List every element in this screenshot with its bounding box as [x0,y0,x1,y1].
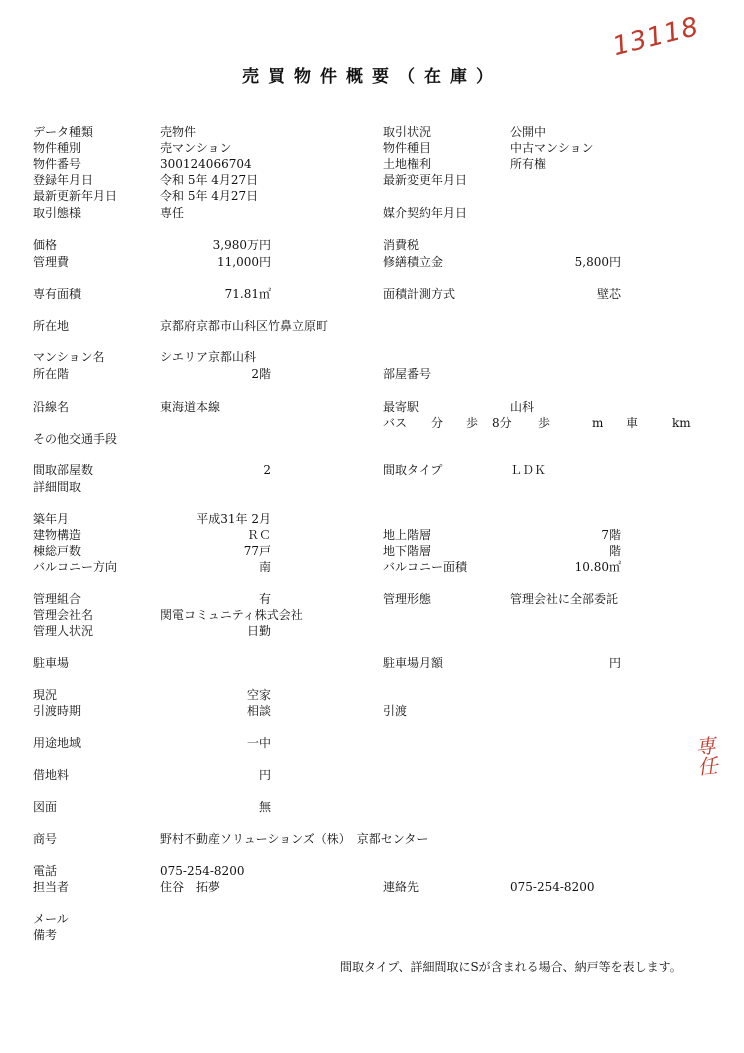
field-value: 公開中 [510,125,547,139]
field-label: バルコニー方向 [33,560,118,574]
walk-label: 歩 [466,416,479,430]
field-label: 面積計測方式 [383,287,456,301]
field-label: 所在地 [33,319,70,333]
field-value: 山科 [510,400,535,414]
field-value: 一中 [246,736,271,750]
field-label: 物件種目 [383,141,432,155]
field-label: 物件種別 [33,141,82,155]
field-value: 3,980万円 [212,238,271,252]
field-label: 図面 [33,800,58,814]
field-value: 2階 [251,367,271,381]
handwritten-exclusive-mark: 専任 [690,734,720,778]
field-value: 野村不動産ソリューションズ（株） 京都センター [160,832,429,846]
field-label: 沿線名 [33,400,70,414]
field-label: 登録年月日 [33,173,94,187]
field-label: 建物構造 [33,528,82,542]
field-value: ＲＣ [246,528,271,542]
field-value: 空家 [246,688,271,702]
field-label: 管理組合 [33,592,82,606]
field-value: 売マンション [160,141,232,155]
field-label: 商号 [33,832,58,846]
field-value: 有 [258,592,271,606]
field-value: 関電コミュニティ株式会社 [160,608,303,622]
field-label: 最新変更年月日 [383,173,468,187]
field-label: 物件番号 [33,157,82,171]
footnote: 間取タイプ、詳細間取にSが含まれる場合、納戸等を表します。 [340,960,682,974]
field-value: 令和 5年 4月27日 [160,189,259,203]
field-value: 日勤 [246,624,271,638]
field-label: 修繕積立金 [383,255,444,269]
walk-label-2: 歩 [538,416,551,430]
field-label: 地下階層 [383,544,432,558]
field-value: 10.80㎡ [574,560,621,574]
field-label: 最寄駅 [383,400,420,414]
field-value: 管理会社に全部委託 [510,592,619,606]
field-value: 階 [608,544,621,558]
field-label: 駐車場 [33,656,70,670]
field-value: 円 [608,656,621,670]
field-label: 土地権利 [383,157,432,171]
field-label: その他交通手段 [33,432,118,446]
field-value: 075-254-8200 [160,864,245,878]
field-label: 地上階層 [383,528,432,542]
page-title: 売買物件概要（在庫） [242,67,502,87]
field-label: 間取タイプ [383,463,443,477]
field-label: 駐車場月額 [383,656,444,670]
field-value: 300124066704 [160,157,252,171]
field-value: 専任 [160,206,185,220]
field-value: 71.81㎡ [224,287,271,301]
walk-minutes: 8分 [492,416,512,430]
field-label: メール [33,912,69,926]
field-label: 価格 [33,238,58,252]
field-label: 間取部屋数 [33,463,94,477]
field-label: 媒介契約年月日 [383,206,468,220]
field-value: 5,800円 [574,255,621,269]
field-label: 引渡 [383,704,408,718]
field-label: 詳細間取 [33,480,82,494]
field-label: 専有面積 [33,287,82,301]
field-value: シエリア京都山科 [160,350,257,364]
field-label: 担当者 [33,880,70,894]
field-label: 連絡先 [383,880,420,894]
field-label: 現況 [33,688,58,702]
field-value: 77戸 [243,544,271,558]
field-label: バルコニー面積 [383,560,468,574]
field-value: 相談 [246,704,271,718]
field-value: 南 [258,560,271,574]
field-value: 京都府京都市山科区竹鼻立原町 [160,319,329,333]
field-label: 備考 [33,928,58,942]
field-label: 所在階 [33,367,70,381]
field-value: 7階 [601,528,621,542]
field-value: 所有権 [510,157,547,171]
bus-minutes-unit: 分 [431,416,444,430]
field-label: 築年月 [33,512,70,526]
field-value: ＬＤＫ [510,463,547,477]
field-label: 管理費 [33,255,70,269]
field-label: 取引状況 [383,125,432,139]
meters-unit: m [592,416,604,430]
bus-label: バス [383,416,408,430]
field-label: 管理会社名 [33,608,94,622]
field-value: 11,000円 [217,255,271,269]
handwritten-number: 13118 [609,11,703,63]
field-label: 借地料 [33,768,70,782]
field-label: 棟総戸数 [33,544,82,558]
field-value: 売物件 [160,125,197,139]
field-value: 住谷 拓夢 [160,880,221,894]
field-label: 管理人状況 [33,624,94,638]
field-value: 円 [258,768,271,782]
field-label: 電話 [33,864,58,878]
field-value: 東海道本線 [160,400,221,414]
field-value: 075-254-8200 [510,880,595,894]
field-label: 部屋番号 [383,367,432,381]
km-unit: km [672,416,691,430]
field-label: マンション名 [33,350,105,364]
field-value: 中古マンション [510,141,594,155]
field-label: 消費税 [383,238,420,252]
car-label: 車 [626,416,639,430]
field-label: 用途地域 [33,736,82,750]
field-label: 管理形態 [383,592,432,606]
field-label: 最新更新年月日 [33,189,118,203]
field-label: 取引態様 [33,206,82,220]
field-value: 令和 5年 4月27日 [160,173,259,187]
field-value: 2 [263,463,271,477]
field-value: 平成31年 2月 [196,512,271,526]
field-value: 壁芯 [596,287,621,301]
field-value: 無 [258,800,271,814]
field-label: 引渡時期 [33,704,82,718]
field-label: データ種類 [33,125,94,139]
